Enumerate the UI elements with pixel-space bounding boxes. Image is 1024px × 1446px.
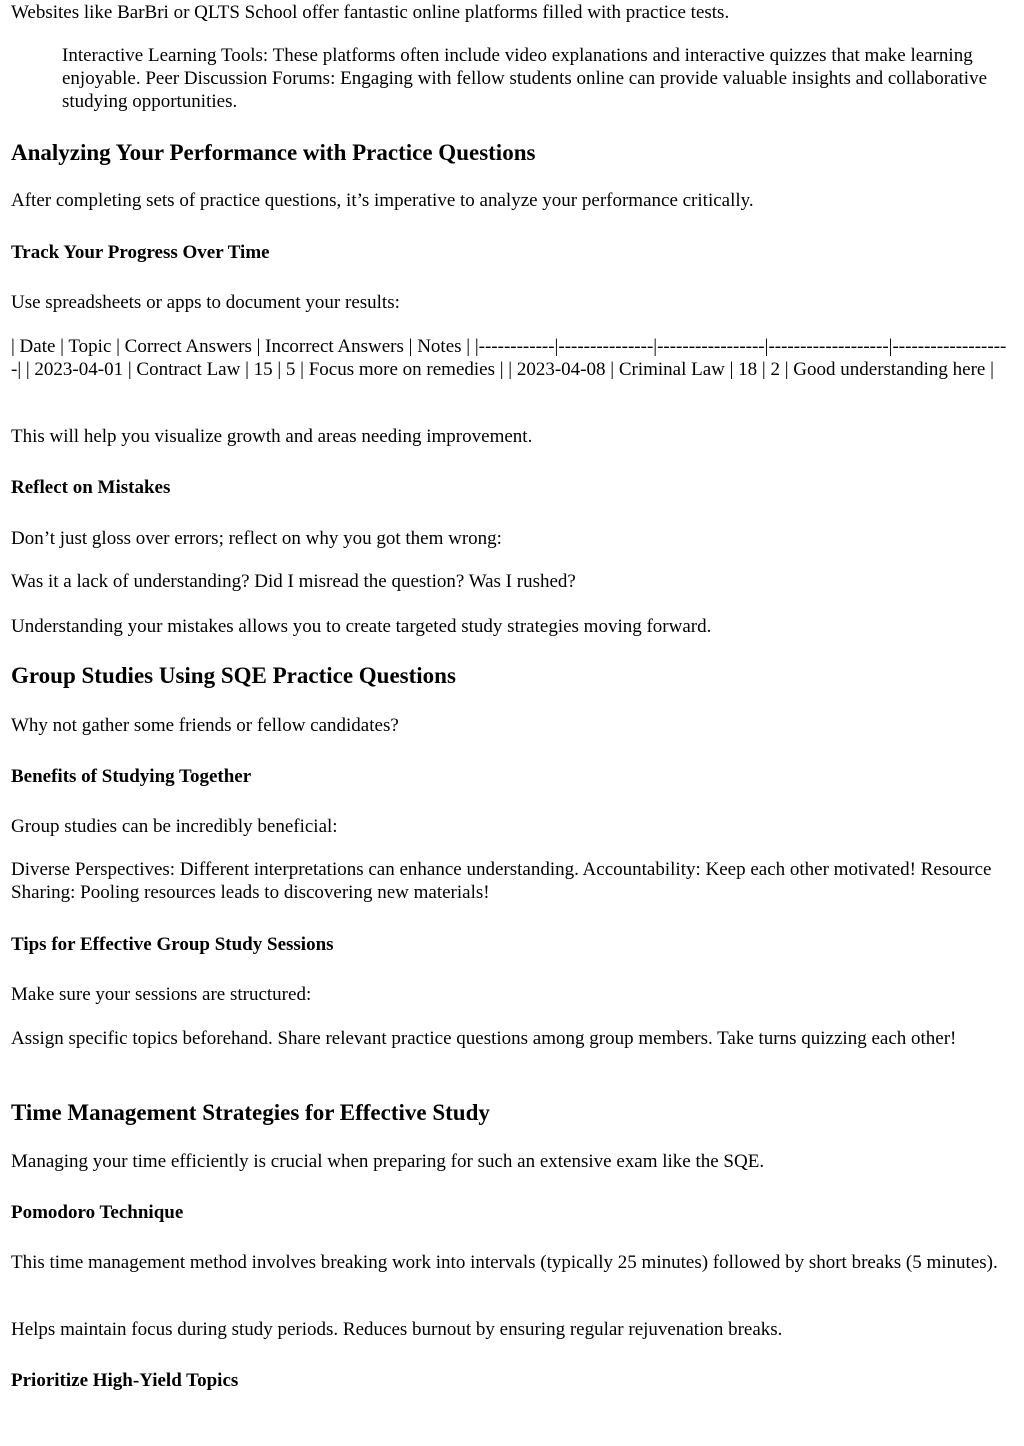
pomodoro-benefits-paragraph: Helps maintain focus during study periods. Reduces burnout by ensuring regular rejuvenation breaks. <box>11 1319 783 1340</box>
benefits-list-paragraph: Diverse Perspectives: Different interpretations can enhance understanding. Accountability: Keep each other motivated! Resource Sharing: Pooling resources leads to discovering new materials! <box>11 859 992 903</box>
visualize-paragraph: This will help you visualize growth and areas needing improvement. <box>11 426 533 447</box>
structured-sessions-paragraph: Make sure your sessions are structured: <box>11 984 312 1005</box>
spreadsheet-paragraph: Use spreadsheets or apps to document your results: <box>11 292 400 313</box>
time-intro-paragraph: Managing your time efficiently is crucial when preparing for such an extensive exam like the SQE. <box>11 1151 765 1172</box>
reflection-questions-paragraph: Was it a lack of understanding? Did I misread the question? Was I rushed? <box>11 571 576 592</box>
intro-paragraph: Websites like BarBri or QLTS School offer fantastic online platforms filled with practice tests. <box>11 2 730 23</box>
heading-group-studies: Group Studies Using SQE Practice Questions <box>11 663 456 688</box>
errors-paragraph: Don’t just gloss over errors; reflect on why you got them wrong: <box>11 528 502 549</box>
heading-time-management: Time Management Strategies for Effective Study <box>11 1100 490 1125</box>
session-tips-paragraph: Assign specific topics beforehand. Share relevant practice questions among group members. Take turns quizzing each other! <box>11 1028 957 1049</box>
heading-group-tips: Tips for Effective Group Study Sessions <box>11 934 334 955</box>
learning-tools-blockquote: Interactive Learning Tools: These platforms often include video explanations and interactive quizzes that make learning enjoyable. Peer Discussion Forums: Engaging with fellow students online can provide valuable insights and collaborative studying opportunities. <box>62 45 988 112</box>
group-intro-paragraph: Why not gather some friends or fellow candidates? <box>11 715 399 736</box>
heading-high-yield-topics: Prioritize High-Yield Topics <box>11 1370 239 1391</box>
analyze-intro-paragraph: After completing sets of practice questions, it’s imperative to analyze your performance critically. <box>11 190 754 211</box>
heading-analyzing-performance: Analyzing Your Performance with Practice Questions <box>11 140 536 165</box>
heading-benefits: Benefits of Studying Together <box>11 766 252 787</box>
heading-reflect-mistakes: Reflect on Mistakes <box>11 477 171 498</box>
progress-table-text: | Date | Topic | Correct Answers | Incorrect Answers | Notes | |------------|---------------|-----------------|-------------------|-------------------| | 2023-04-01 | Contract Law | 15 | 5 | Focus more on remedies | | 2023-04-08 | Criminal Law | 18 | 2 | Good understanding here | <box>11 336 1007 380</box>
understanding-paragraph: Understanding your mistakes allows you to create targeted study strategies moving forward. <box>11 616 712 637</box>
group-beneficial-paragraph: Group studies can be incredibly beneficial: <box>11 816 338 837</box>
heading-pomodoro: Pomodoro Technique <box>11 1202 184 1223</box>
pomodoro-paragraph: This time management method involves breaking work into intervals (typically 25 minutes) followed by short breaks (5 minutes). <box>11 1252 998 1273</box>
heading-track-progress: Track Your Progress Over Time <box>11 242 270 263</box>
